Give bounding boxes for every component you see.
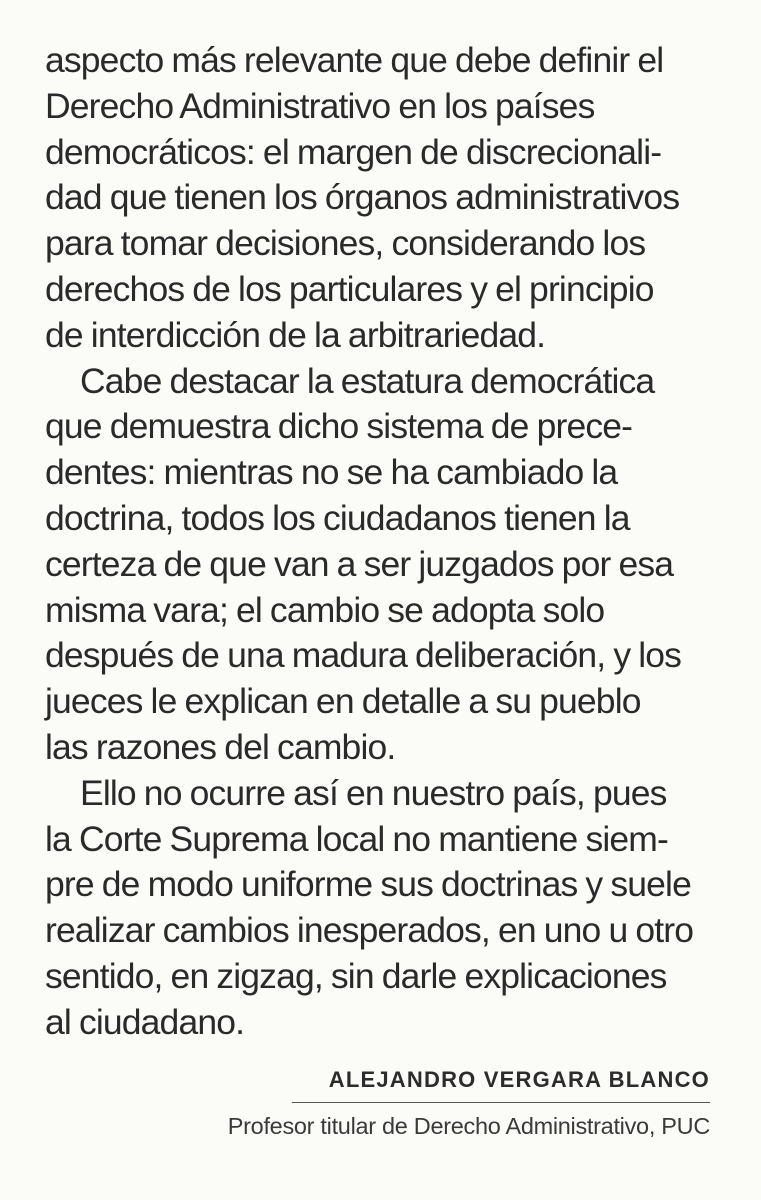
text-line: democráticos: el margen de discrecionali-	[45, 131, 662, 172]
text-line: sentido, en zigzag, sin darle explicaciones	[45, 955, 667, 996]
text-line: después de una madura deliberación, y los	[45, 635, 682, 676]
paragraph-3	[45, 771, 725, 1046]
text-line: derechos de los particulares y el principio	[45, 268, 654, 309]
author-name: ALEJANDRO VERGARA BLANCO	[328, 1067, 710, 1092]
byline-divider	[292, 1102, 710, 1103]
text-line: que demuestra dicho sistema de prece-	[45, 406, 633, 447]
text-line: dad que tienen los órganos administrativos	[45, 177, 680, 218]
text-line: Cabe destacar la estatura democrática	[80, 360, 655, 401]
text-line: Ello no ocurre así en nuestro país, pues	[80, 772, 667, 813]
article-body	[45, 38, 725, 1046]
text-line: las razones del cambio.	[45, 726, 396, 767]
text-line: jueces le explican en detalle a su pueblo	[45, 681, 641, 722]
text-line: aspecto más relevante que debe definir el	[45, 40, 664, 80]
text-line: certeza de que van a ser juzgados por esa	[45, 543, 674, 584]
text-line: al ciudadano.	[45, 1001, 245, 1042]
paragraph-1	[45, 38, 725, 359]
text-line: realizar cambios inesperados, en uno u otro	[45, 910, 694, 951]
text-line: Derecho Administrativo en los países	[45, 85, 595, 126]
paragraph-2	[45, 359, 725, 771]
text-line: de interdicción de la arbitrariedad.	[45, 314, 546, 355]
author-role: Profesor titular de Derecho Administrativo, PUC	[227, 1113, 710, 1139]
text-line: pre de modo uniforme sus doctrinas y suele	[45, 864, 691, 905]
text-line: dentes: mientras no se ha cambiado la	[45, 452, 618, 493]
text-line: doctrina, todos los ciudadanos tienen la	[45, 497, 630, 538]
text-line: la Corte Suprema local no mantiene siem-	[45, 818, 668, 859]
text-line: para tomar decisiones, considerando los	[45, 223, 646, 264]
text-line: misma vara; el cambio se adopta solo	[45, 589, 605, 630]
